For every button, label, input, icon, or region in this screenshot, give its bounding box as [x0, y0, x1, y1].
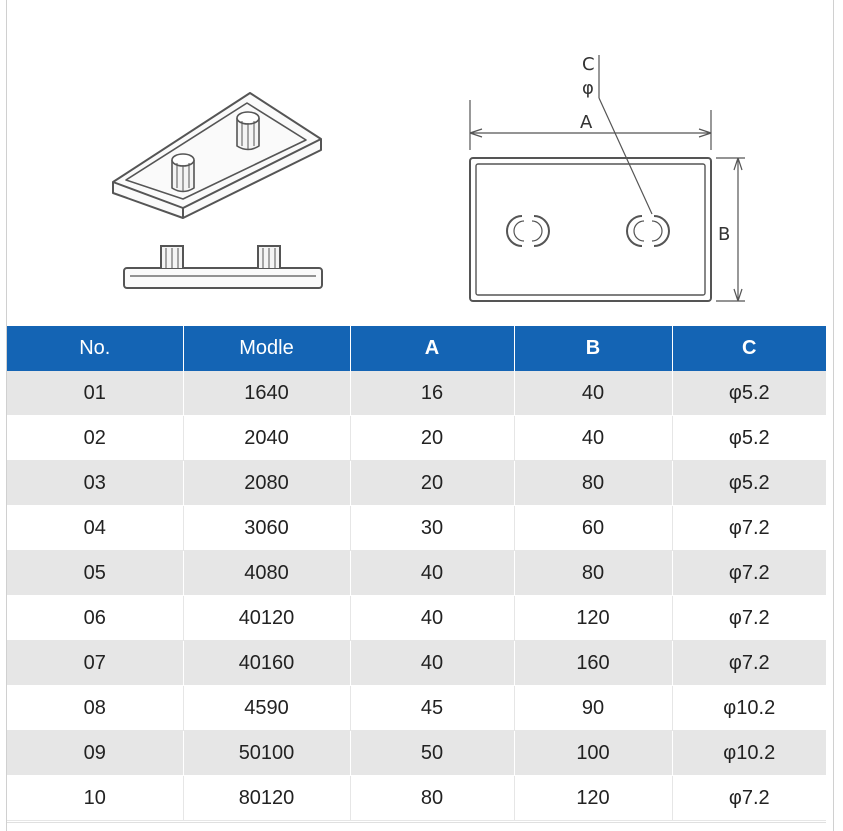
- cell-b: 60: [514, 506, 672, 551]
- cell-a: 40: [350, 641, 514, 686]
- specification-table: [7, 326, 826, 821]
- diameter-symbol: φ: [582, 78, 594, 99]
- cell-no: 07: [7, 641, 183, 686]
- header-a: A: [350, 326, 514, 371]
- side-view-illustration: [124, 246, 322, 288]
- cell-a: 30: [350, 506, 514, 551]
- cell-a: 80: [350, 776, 514, 821]
- table-row: [7, 371, 826, 416]
- cell-no: 08: [7, 686, 183, 731]
- cell-no: 01: [7, 371, 183, 416]
- cell-modle: 40160: [183, 641, 350, 686]
- cell-c: φ7.2: [672, 776, 826, 821]
- table-row: [7, 686, 826, 731]
- cell-b: 40: [514, 371, 672, 416]
- cell-no: 02: [7, 416, 183, 461]
- cell-c: φ5.2: [672, 416, 826, 461]
- cell-a: 20: [350, 461, 514, 506]
- cell-c: φ7.2: [672, 641, 826, 686]
- cell-modle: 50100: [183, 731, 350, 776]
- cell-b: 80: [514, 461, 672, 506]
- cell-no: 05: [7, 551, 183, 596]
- header-no: No.: [7, 326, 183, 371]
- cell-a: 45: [350, 686, 514, 731]
- dimension-label-b: B: [718, 224, 731, 245]
- isometric-end-cap-illustration: [113, 93, 321, 218]
- table-row: [7, 506, 826, 551]
- cell-modle: 4080: [183, 551, 350, 596]
- drawing-canvas: [0, 0, 843, 326]
- cell-modle: 2080: [183, 461, 350, 506]
- cell-b: 120: [514, 776, 672, 821]
- cell-no: 09: [7, 731, 183, 776]
- header-b: B: [514, 326, 672, 371]
- dimension-label-c: C: [582, 54, 595, 75]
- table-row: [7, 596, 826, 641]
- cell-no: 06: [7, 596, 183, 641]
- cell-c: φ5.2: [672, 371, 826, 416]
- cell-b: 100: [514, 731, 672, 776]
- cell-b: 160: [514, 641, 672, 686]
- cell-a: 40: [350, 596, 514, 641]
- cell-a: 40: [350, 551, 514, 596]
- cell-b: 120: [514, 596, 672, 641]
- cell-modle: 2040: [183, 416, 350, 461]
- cell-b: 90: [514, 686, 672, 731]
- cell-c: φ7.2: [672, 551, 826, 596]
- table-header-row: [7, 326, 826, 371]
- dimension-label-a: A: [580, 112, 593, 133]
- cell-no: 03: [7, 461, 183, 506]
- cell-c: φ7.2: [672, 506, 826, 551]
- cell-modle: 4590: [183, 686, 350, 731]
- cell-a: 50: [350, 731, 514, 776]
- header-modle: Modle: [183, 326, 350, 371]
- cell-b: 40: [514, 416, 672, 461]
- table-row: [7, 731, 826, 776]
- cell-c: φ7.2: [672, 596, 826, 641]
- header-c: C: [672, 326, 826, 371]
- cell-a: 20: [350, 416, 514, 461]
- table-bottom-rule: [7, 822, 826, 823]
- cell-no: 04: [7, 506, 183, 551]
- table-row: [7, 776, 826, 821]
- cell-no: 10: [7, 776, 183, 821]
- cell-b: 80: [514, 551, 672, 596]
- front-view-drawing: [470, 55, 745, 301]
- cell-modle: 40120: [183, 596, 350, 641]
- cell-modle: 80120: [183, 776, 350, 821]
- cell-a: 16: [350, 371, 514, 416]
- technical-drawings: [0, 0, 843, 326]
- cell-c: φ5.2: [672, 461, 826, 506]
- table-row: [7, 551, 826, 596]
- table-row: [7, 461, 826, 506]
- table-row: [7, 416, 826, 461]
- table-row: [7, 641, 826, 686]
- cell-c: φ10.2: [672, 686, 826, 731]
- cell-c: φ10.2: [672, 731, 826, 776]
- cell-modle: 1640: [183, 371, 350, 416]
- cell-modle: 3060: [183, 506, 350, 551]
